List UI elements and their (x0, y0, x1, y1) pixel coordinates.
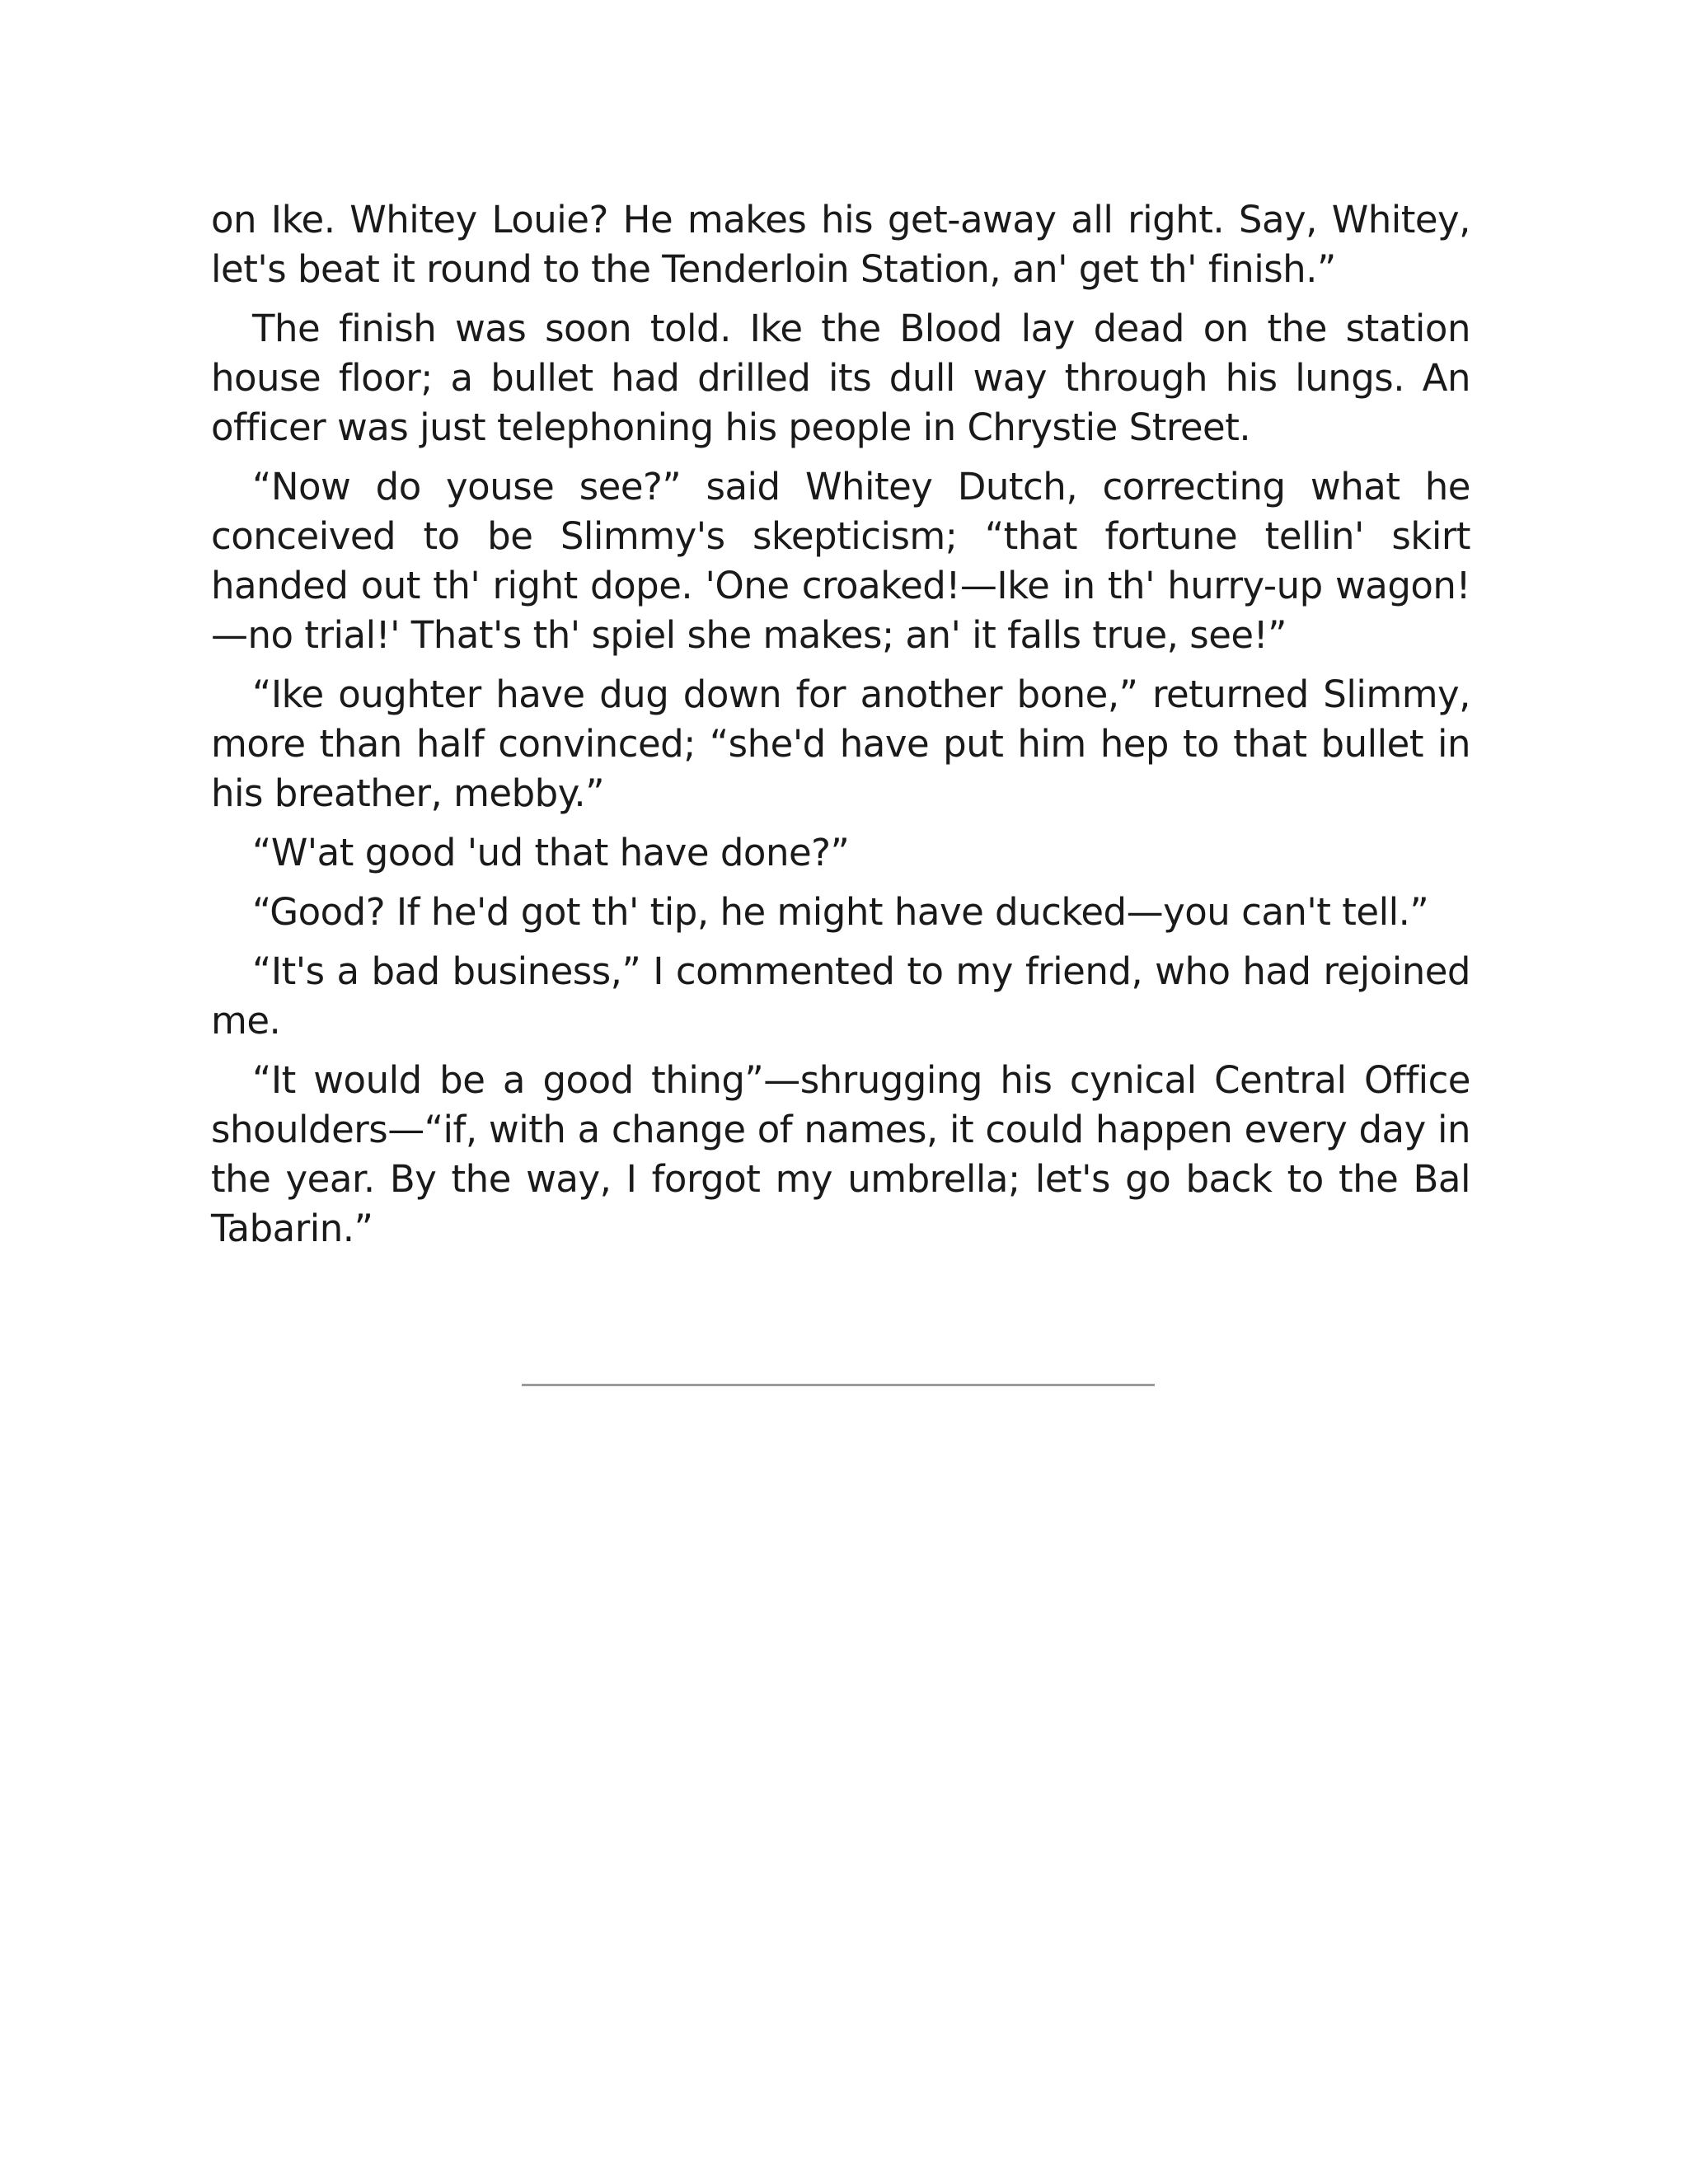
paragraph-finish: The finish was soon told. Ike the Blood lay dead on the station house floor; a bullet had drilled its dull way through his lungs. An officer was just telephoning his people in Chrystie Street. (211, 307, 1470, 449)
paragraph-whitey-dutch: “Now do youse see?” said Whitey Dutch, correcting what he conceived to be Slimmy's skepticism; “that fortune tellin' skirt handed out th' right dope. 'One croaked!—Ike in th' hurry-up wagon! —no trial!' That's th' spiel she makes; an' it falls true, see!” (211, 465, 1470, 657)
paragraph-slimmy: “Ike oughter have dug down for another bone,” returned Slimmy, more than half convinced; “she'd have put him hep to that bullet in his breather, mebby.” (211, 673, 1470, 815)
paragraph-bad-business: “It's a bad business,” I commented to my friend, who had rejoined me. (211, 949, 1470, 1043)
paragraph-good: “Good? If he'd got th' tip, he might have ducked—you can't tell.” (252, 890, 1429, 934)
paragraph-continuation: on Ike. Whitey Louie? He makes his get-away all right. Say, Whitey, let's beat it round to the Tenderloin Station, an' get th' finish.” (211, 198, 1470, 291)
document-page (211, 195, 1470, 1263)
paragraph-good-thing: “It would be a good thing”—shrugging his cynical Central Office shoulders—“if, with a change of names, it could happen every day in the year. By the way, I forgot my umbrella; let's go back to the Bal Tabarin.” (211, 1058, 1470, 1250)
section-divider (522, 1384, 1155, 1386)
paragraph-what-good: “W'at good 'ud that have done?” (252, 831, 850, 874)
